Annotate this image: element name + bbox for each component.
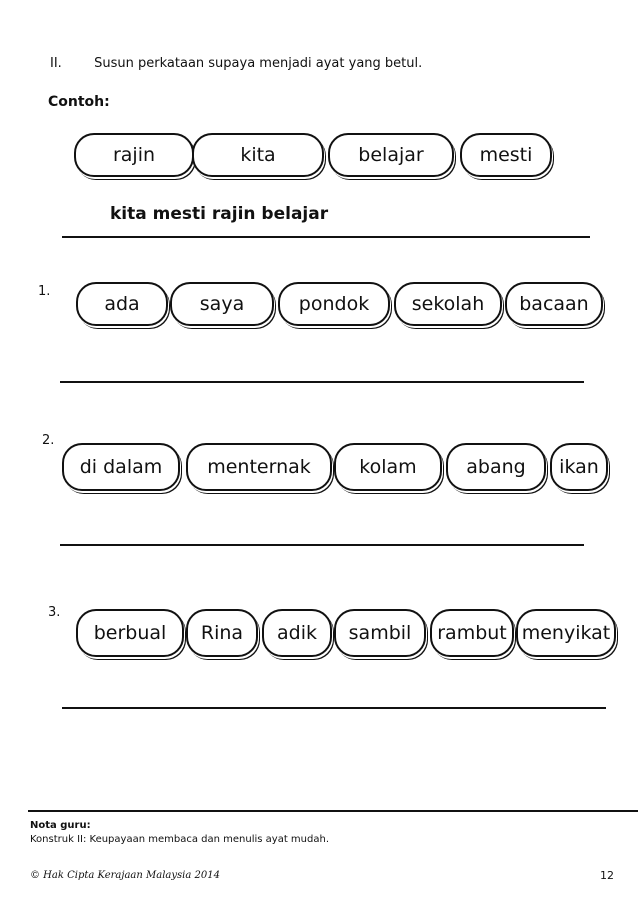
example-word-pill: belajar <box>328 133 454 177</box>
question-number: 3. <box>48 605 61 620</box>
footer-divider <box>28 810 638 812</box>
word-pill: ikan <box>550 443 608 491</box>
word-pill: berbual <box>76 609 184 657</box>
word-pill: sekolah <box>394 282 502 326</box>
word-pill: kolam <box>334 443 442 491</box>
word-pill: menyikat <box>516 609 616 657</box>
example-answer: kita mesti rajin belajar <box>110 204 329 224</box>
word-pill: saya <box>170 282 274 326</box>
word-pill: rambut <box>430 609 514 657</box>
instruction-number: II. <box>50 56 62 71</box>
answer-line <box>62 707 606 709</box>
copyright: © Hak Cipta Kerajaan Malaysia 2014 <box>30 870 220 881</box>
word-pill: di dalam <box>62 443 180 491</box>
question-number: 2. <box>42 433 55 448</box>
word-pill: bacaan <box>505 282 603 326</box>
word-pill: Rina <box>186 609 258 657</box>
example-word-pill: kita <box>192 133 324 177</box>
example-word-pill: rajin <box>74 133 194 177</box>
word-pill: adik <box>262 609 332 657</box>
word-pill: pondok <box>278 282 390 326</box>
example-answer-line <box>62 236 590 238</box>
answer-line <box>60 381 584 383</box>
word-pill: sambil <box>334 609 426 657</box>
instruction-text: Susun perkataan supaya menjadi ayat yang betul. <box>94 56 423 71</box>
teacher-note-title: Nota guru: <box>30 820 91 831</box>
word-pill: menternak <box>186 443 332 491</box>
page-number: 12 <box>600 869 614 882</box>
question-number: 1. <box>38 284 51 299</box>
answer-line <box>60 544 584 546</box>
example-word-pill: mesti <box>460 133 552 177</box>
word-pill: abang <box>446 443 546 491</box>
teacher-note-text: Konstruk II: Keupayaan membaca dan menulis ayat mudah. <box>30 834 329 845</box>
word-pill: ada <box>76 282 168 326</box>
example-label: Contoh: <box>48 94 110 110</box>
instruction <box>50 56 422 71</box>
